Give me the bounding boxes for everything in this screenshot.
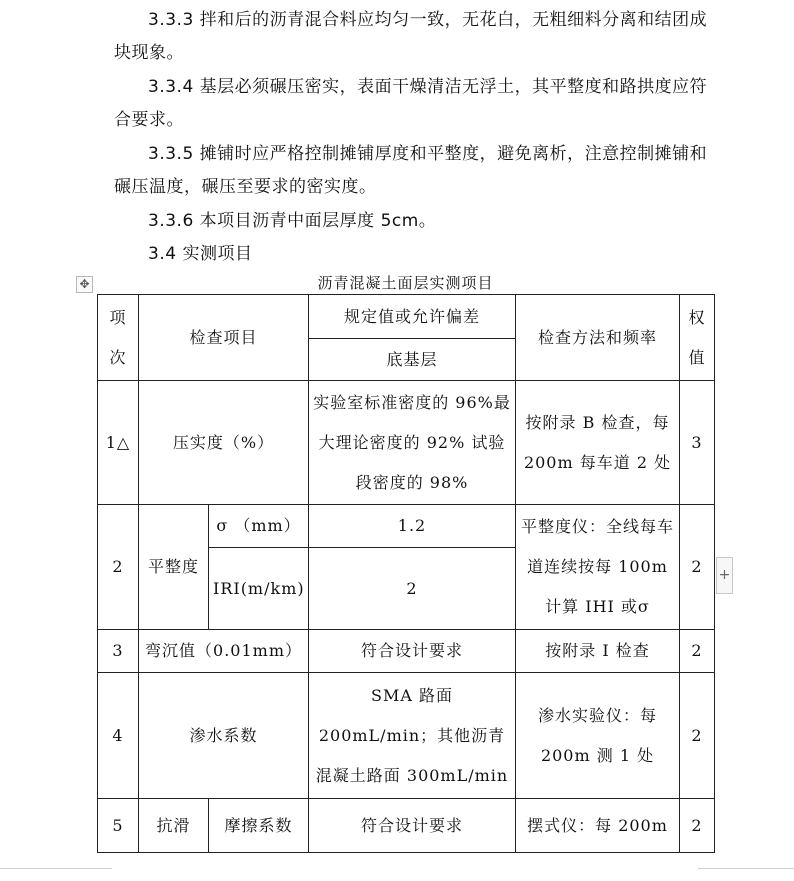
header-method: 检查方法和频率	[516, 295, 680, 381]
table-row	[98, 799, 715, 853]
row-subitem: σ （mm）	[209, 505, 309, 548]
row-method: 摆式仪：每 200m	[516, 799, 680, 853]
row-method: 渗水实验仪：每 200m 测 1 处	[516, 673, 680, 799]
row-weight: 3	[680, 381, 715, 505]
row-no: 2	[98, 505, 139, 630]
table-row	[98, 673, 715, 799]
inspection-table	[97, 294, 715, 853]
table-move-icon[interactable]: ✥	[76, 276, 93, 293]
row-spec: 符合设计要求	[309, 630, 516, 673]
header-item-no: 项次	[98, 295, 139, 381]
row-item: 渗水系数	[139, 673, 309, 799]
row-weight: 2	[680, 505, 715, 630]
row-item: 压实度（%）	[139, 381, 309, 505]
header-spec: 规定值或允许偏差	[309, 295, 516, 339]
table-header-row	[98, 295, 715, 339]
row-subitem: IRI(m/km)	[209, 548, 309, 630]
row-spec: 符合设计要求	[309, 799, 516, 853]
paragraph-3-3-6: 3.3.6 本项目沥青中面层厚度 5cm。	[148, 211, 437, 231]
paragraph-3-3-4: 3.3.4 基层必须碾压密实，表面干燥清洁无浮土，其平整度和路拱度应符合要求。	[114, 77, 708, 130]
row-method: 平整度仪：全线每车道连续按每 100m计算 IHI 或σ	[516, 505, 680, 630]
row-item: 弯沉值（0.01mm）	[139, 630, 309, 673]
row-subitem: 摩擦系数	[209, 799, 309, 853]
add-column-button[interactable]: +	[716, 557, 733, 594]
row-item: 抗滑	[139, 799, 209, 853]
row-spec: 2	[309, 548, 516, 630]
row-spec: 实验室标准密度的 96%最大理论密度的 92% 试验段密度的 98%	[309, 381, 516, 505]
row-method: 按附录 B 检查，每 200m 每车道 2 处	[516, 381, 680, 505]
table-row	[98, 505, 715, 548]
row-no: 1△	[98, 381, 139, 505]
row-weight: 2	[680, 673, 715, 799]
row-weight: 2	[680, 799, 715, 853]
paragraph-3-3-3: 3.3.3 拌和后的沥青混合料应均匀一致，无花白，无粗细料分离和结团成块现象。	[114, 10, 708, 63]
row-weight: 2	[680, 630, 715, 673]
row-spec: SMA 路面 200mL/min；其他沥青混凝土路面 300mL/min	[309, 673, 516, 799]
row-method: 按附录 I 检查	[516, 630, 680, 673]
row-no: 5	[98, 799, 139, 853]
table-caption: 沥青混凝土面层实测项目	[317, 274, 494, 292]
row-no: 3	[98, 630, 139, 673]
header-weight: 权值	[680, 295, 715, 381]
section-heading-3-4: 3.4 实测项目	[148, 244, 253, 264]
page-margin-line	[0, 868, 112, 869]
page-margin-line	[698, 868, 794, 869]
table-row	[98, 630, 715, 673]
row-no: 4	[98, 673, 139, 799]
header-check-item: 检查项目	[139, 295, 309, 381]
table-row	[98, 381, 715, 505]
paragraph-3-3-5: 3.3.5 摊铺时应严格控制摊铺厚度和平整度，避免离析，注意控制摊铺和碾压温度，碾压至要求的密实度。	[114, 144, 708, 197]
row-spec: 1.2	[309, 505, 516, 548]
header-spec-sub: 底基层	[309, 339, 516, 381]
row-item: 平整度	[139, 505, 209, 630]
